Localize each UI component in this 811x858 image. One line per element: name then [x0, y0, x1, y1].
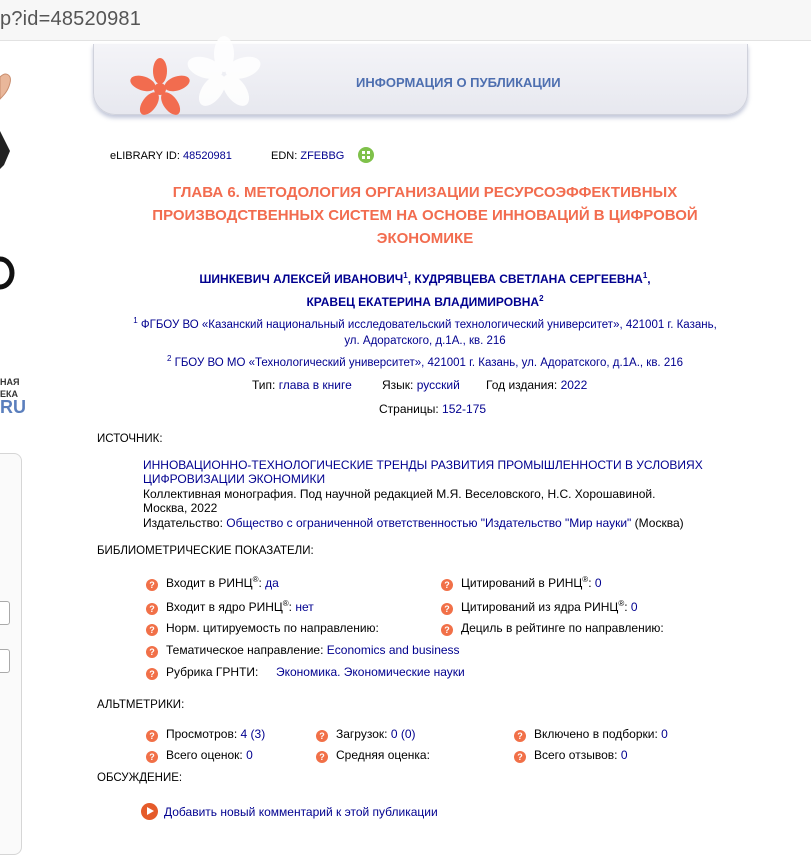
grnti-link[interactable]: Экономика. Экономические науки — [276, 665, 465, 679]
sidebar-input-1[interactable] — [0, 601, 10, 625]
direction-item: ? Тематическое направление: Economics and business — [146, 643, 460, 658]
citations-core-item: ? Цитирований из ядра РИНЦ®: 0 — [441, 599, 638, 615]
url-text[interactable]: p?id=48520981 — [0, 8, 142, 30]
help-icon[interactable]: ? — [441, 603, 453, 615]
discussion-heading: ОБСУЖДЕНИЕ: — [97, 772, 183, 784]
publication-pages: Страницы: 152-175 — [379, 402, 487, 416]
citations-item: ? Цитирований в РИНЦ®: 0 — [441, 575, 602, 591]
banner-title: ИНФОРМАЦИЯ О ПУБЛИКАЦИИ — [356, 75, 561, 90]
qr-code-icon[interactable] — [358, 147, 374, 163]
publication-title: ГЛАВА 6. МЕТОДОЛОГИЯ ОРГАНИЗАЦИИ РЕСУРСОЭФФЕКТИВНЫХ ПРОИЗВОДСТВЕННЫХ СИСТЕМ НА ОСНОВЕ ИННОВАЦИЙ В ЦИФРОВОЙ ЭКОНОМИКЕ — [152, 184, 698, 247]
publication-type: Тип: глава в книге — [252, 378, 352, 392]
help-icon[interactable]: ? — [146, 751, 158, 763]
author-1[interactable]: ШИНКЕВИЧ АЛЕКСЕЙ ИВАНОВИЧ$^1$ — [199, 271, 408, 286]
help-icon[interactable]: ? — [146, 603, 158, 615]
help-icon[interactable]: ? — [146, 579, 158, 591]
decile-item: ? Дециль в рейтинге по направлению: — [441, 621, 664, 636]
browser-address-bar[interactable] — [0, 0, 811, 41]
ratings-item: ? Всего оценок: 0 — [146, 748, 253, 763]
help-icon[interactable]: ? — [146, 730, 158, 742]
sidebar-input-2[interactable] — [0, 649, 10, 673]
source-publisher: Издательство: Общество с ограниченной ответственностью "Издательство "Мир науки" (Москва) — [143, 516, 684, 530]
author-2[interactable]: КУДРЯВЦЕВА СВЕТЛАНА СЕРГЕЕВНА$^1$ — [414, 271, 648, 286]
bibliometrics-heading: БИБЛИОМЕТРИЧЕСКИЕ ПОКАЗАТЕЛИ: — [97, 545, 314, 557]
logo-ru-text: RU — [0, 397, 26, 417]
collections-item: ? Включено в подборки: 0 — [514, 727, 668, 742]
altmetrics-heading: АЛЬТМЕТРИКИ: — [97, 699, 185, 711]
rinc-item: ? Входит в РИНЦ®: да — [146, 575, 279, 591]
header-banner — [93, 44, 748, 115]
affiliation-1[interactable]: $^1$ ФГБОУ ВО «Казанский национальный исследовательский технологический университет», 421001 г. Казань, ул. Адоратского, д.1А., кв. 216 — [133, 316, 717, 347]
direction-link[interactable]: Economics and business — [326, 643, 460, 657]
help-icon[interactable]: ? — [441, 624, 453, 636]
affiliation-2[interactable]: $^2$ ГБОУ ВО МО «Технологический университет», 421001 г. Казань, ул. Адоратского, д.1А., кв. 216 — [166, 353, 684, 369]
help-icon[interactable]: ? — [514, 730, 526, 742]
edn — [271, 150, 344, 162]
affiliations — [130, 313, 720, 371]
views-item: ? Просмотров: 4 (3) — [146, 727, 265, 742]
avg-rating-item: ? Средняя оценка: — [316, 748, 430, 763]
elibrary-id-label: eLIBRARY ID: — [110, 150, 180, 162]
mascot-image — [0, 69, 22, 179]
rinc-core-item: ? Входит в ядро РИНЦ®: нет — [146, 599, 314, 615]
play-icon — [141, 803, 158, 820]
downloads-item: ? Загрузок: 0 (0) — [316, 727, 416, 742]
elibrary-id — [110, 150, 232, 162]
help-icon[interactable]: ? — [441, 579, 453, 591]
norm-citation-item: ? Норм. цитируемость по направлению: — [146, 621, 379, 636]
logo-text-line1: НАЯ — [0, 377, 20, 387]
source-heading: ИСТОЧНИК: — [97, 433, 163, 445]
grnti-item: ? Рубрика ГРНТИ: Экономика. Экономические науки — [146, 665, 258, 680]
elibrary-id-value: 48520981 — [182, 150, 232, 162]
flower-logo-icon — [94, 44, 254, 114]
left-sidebar — [0, 41, 26, 858]
help-icon[interactable]: ? — [316, 751, 328, 763]
publisher-link[interactable]: Общество с ограниченной ответственностью "Издательство "Мир науки" — [226, 516, 632, 530]
add-comment-link[interactable]: Добавить новый комментарий к этой публикации — [141, 803, 438, 820]
edn-value: ZFEBBG — [300, 150, 345, 162]
help-icon[interactable]: ? — [146, 624, 158, 636]
help-icon[interactable]: ? — [316, 730, 328, 742]
reviews-item: ? Всего отзывов: 0 — [514, 748, 628, 763]
author-3[interactable]: КРАВЕЦ ЕКАТЕРИНА ВЛАДИМИРОВНА$^2$ — [306, 294, 544, 309]
authors-list: ШИНКЕВИЧ АЛЕКСЕЙ ИВАНОВИЧ$^1$, КУДРЯВЦЕВА СВЕТЛАНА СЕРГЕЕВНА$^1$, КРАВЕЦ ЕКАТЕРИНА ВЛАДИМИРОВНА$^2$ — [199, 271, 651, 309]
logo-text-line2: ЕКА — [0, 389, 18, 399]
publication-year: Год издания: 2022 — [486, 378, 588, 392]
edn-label: EDN: — [271, 150, 298, 162]
logo-mark — [0, 255, 22, 295]
help-icon[interactable]: ? — [146, 668, 158, 680]
publication-language: Язык: русский — [382, 378, 460, 392]
source-title-link[interactable]: ИННОВАЦИОННО-ТЕХНОЛОГИЧЕСКИЕ ТРЕНДЫ РАЗВИТИЯ ПРОМЫШЛЕННОСТИ В УСЛОВИЯХ ЦИФРОВИЗАЦИИ ЭКОНОМИКИ — [143, 458, 703, 486]
source-description: Коллективная монография. Под научной редакцией М.Я. Веселовского, Н.С. Хорошавиной. Москва, 2022 — [143, 487, 656, 515]
help-icon[interactable]: ? — [146, 646, 158, 658]
source-block — [143, 458, 703, 530]
help-icon[interactable]: ? — [514, 751, 526, 763]
